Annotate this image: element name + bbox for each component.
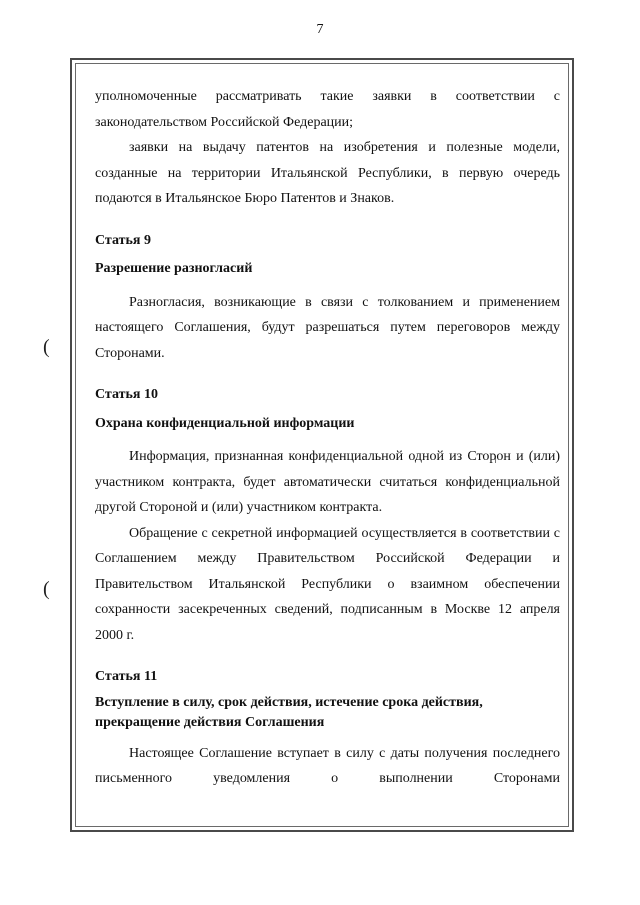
margin-bracket-mark: ( xyxy=(43,336,50,358)
article-10-text-2: Обращение с секретной информацией осуществляется в соответствии с Соглашением между Правительством Российской Федерации и Правительством Итальянской Республики о взаимном обеспечении сохранности засекреченных сведений, подписанным в Москве 12 апреля 2000 г. xyxy=(95,525,560,643)
article-11-title-line-2: прекращение действия Соглашения xyxy=(95,714,325,730)
article-11-text: Настоящее Соглашение вступает в силу с даты получения последнего письменного уведомления о выполнении Сторонами xyxy=(95,745,560,786)
article-11-title-line-1: Вступление в силу, срок действия, истечение срока действия, xyxy=(95,694,483,710)
paragraph: заявки на выдачу патентов на изобретения и полезные модели, созданные на территории Итальянской Республики, в первую очередь подаются в Итальянское Бюро Патентов и Знаков. xyxy=(95,140,560,206)
article-9-text: Разногласия, возникающие в связи с толкованием и применением настоящего Соглашения, будут разрешаться путем переговоров между Сторонами. xyxy=(95,294,560,361)
article-11-number: Статья 11 xyxy=(95,669,158,684)
paragraph-continuation-line: законодательством Российской Федерации; xyxy=(95,114,354,130)
article-10-number: Статья 10 xyxy=(95,387,158,402)
margin-bracket-mark: ( xyxy=(43,578,50,600)
page-number: 7 xyxy=(316,22,324,37)
article-9-title: Разрешение разногласий xyxy=(95,261,253,276)
article-9-number: Статья 9 xyxy=(95,232,151,248)
article-10-title: Охрана конфиденциальной информации xyxy=(95,415,355,431)
paragraph-continuation-line: уполномоченные рассматривать такие заявки в соответствии с xyxy=(95,89,560,104)
article-10-text-1: Информация, признанная конфиденциальной одной из Сторон и (или) участником контракта, будет автоматически считаться конфиденциальной другой Стороной и (или) участником контракта. xyxy=(95,449,560,515)
document-body xyxy=(95,84,560,792)
